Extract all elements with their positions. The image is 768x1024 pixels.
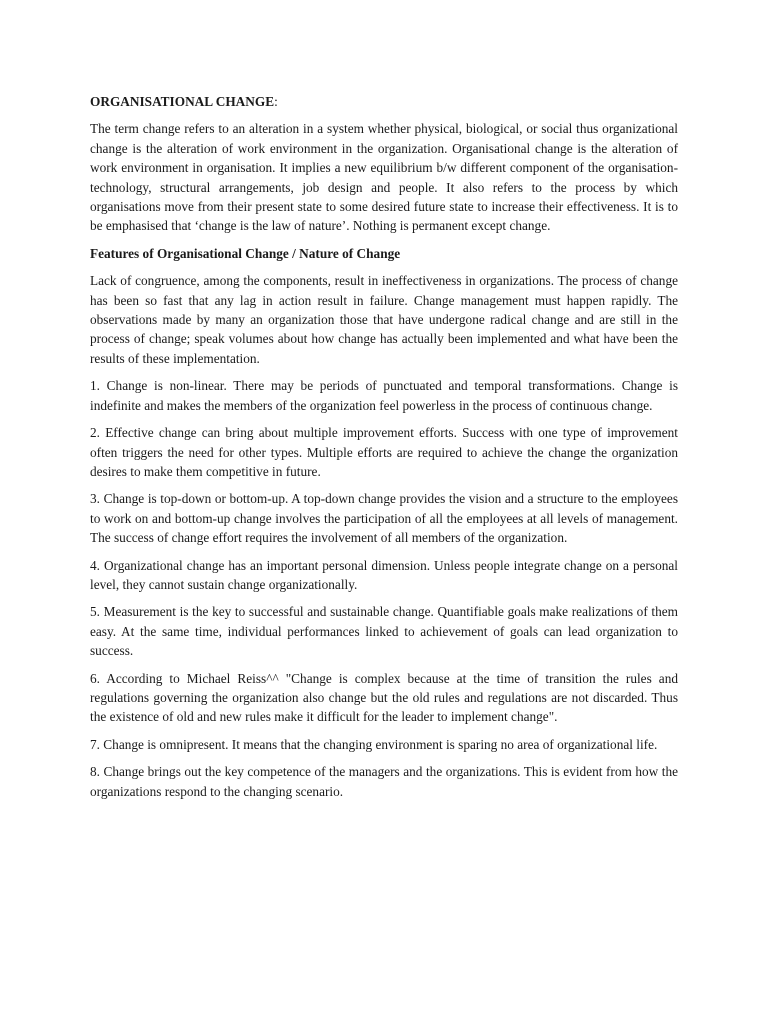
- title-colon: :: [274, 94, 278, 109]
- title-text: ORGANISATIONAL CHANGE: [90, 94, 275, 109]
- feature-point-4: 4. Organizational change has an important personal dimension. Unless people integrate change on a personal level, they cannot sustain change organizationally.: [90, 557, 678, 592]
- section-heading: Features of Organisational Change / Nature of Change: [90, 245, 401, 261]
- feature-point-7: 7. Change is omnipresent. It means that the changing environment is sparing no area of organizational life.: [90, 736, 658, 752]
- feature-point-5: 5. Measurement is the key to successful and sustainable change. Quantifiable goals make realizations of them easy. At the same time, individual performances linked to achievement of goals can lead organization to success.: [90, 604, 678, 659]
- feature-point-1: 1. Change is non-linear. There may be periods of punctuated and temporal transformations. Change is indefinite and makes the members of the organization feel powerless in the process of continuous change.: [90, 378, 678, 413]
- feature-point-2: 2. Effective change can bring about multiple improvement efforts. Success with one type of improvement often triggers the need for other types. Multiple efforts are required to achieve the change the organization desires to make them competitive in future.: [90, 425, 678, 479]
- document-title: [90, 92, 678, 111]
- section-intro-paragraph: Lack of congruence, among the components, result in ineffectiveness in organizations. The process of change has been so fast that any lag in action result in failure. Change management must happen rapidly. The observations made by many an organization those that have undergone radical change and are still in the process of change; speak volumes about how change has actually been implemented and what have been the results of these implementation.: [90, 273, 678, 366]
- document-page: [90, 92, 678, 809]
- feature-point-8: 8. Change brings out the key competence of the managers and the organizations. This is evident from how the organizations respond to the changing scenario.: [90, 764, 678, 799]
- feature-point-6: 6. According to Michael Reiss^^ "Change is complex because at the time of transition the rules and regulations governing the organization also change but the old rules and regulations are not discarded. Thus the existence of old and new rules make it difficult for the leader to implement change".: [90, 670, 678, 725]
- intro-paragraph: The term change refers to an alteration in a system whether physical, biological, or social thus organizational change is the alteration of work environment in the organization. Organisational change is the alteration of work environment in organisation. It implies a new equilibrium b/w different component of the organisation-technology, structural arrangements, job design and people. It also refers to the process by which organisations move from their present state to some desired future state to increase their effectiveness. It is to be emphasised that ‘change is the law of nature’. Nothing is permanent except change.: [90, 121, 678, 234]
- feature-point-3: 3. Change is top-down or bottom-up. A top-down change provides the vision and a structure to the employees to work on and bottom-up change involves the participation of all the employees at all levels of management. The success of change effort requires the involvement of all members of the organization.: [90, 491, 678, 546]
